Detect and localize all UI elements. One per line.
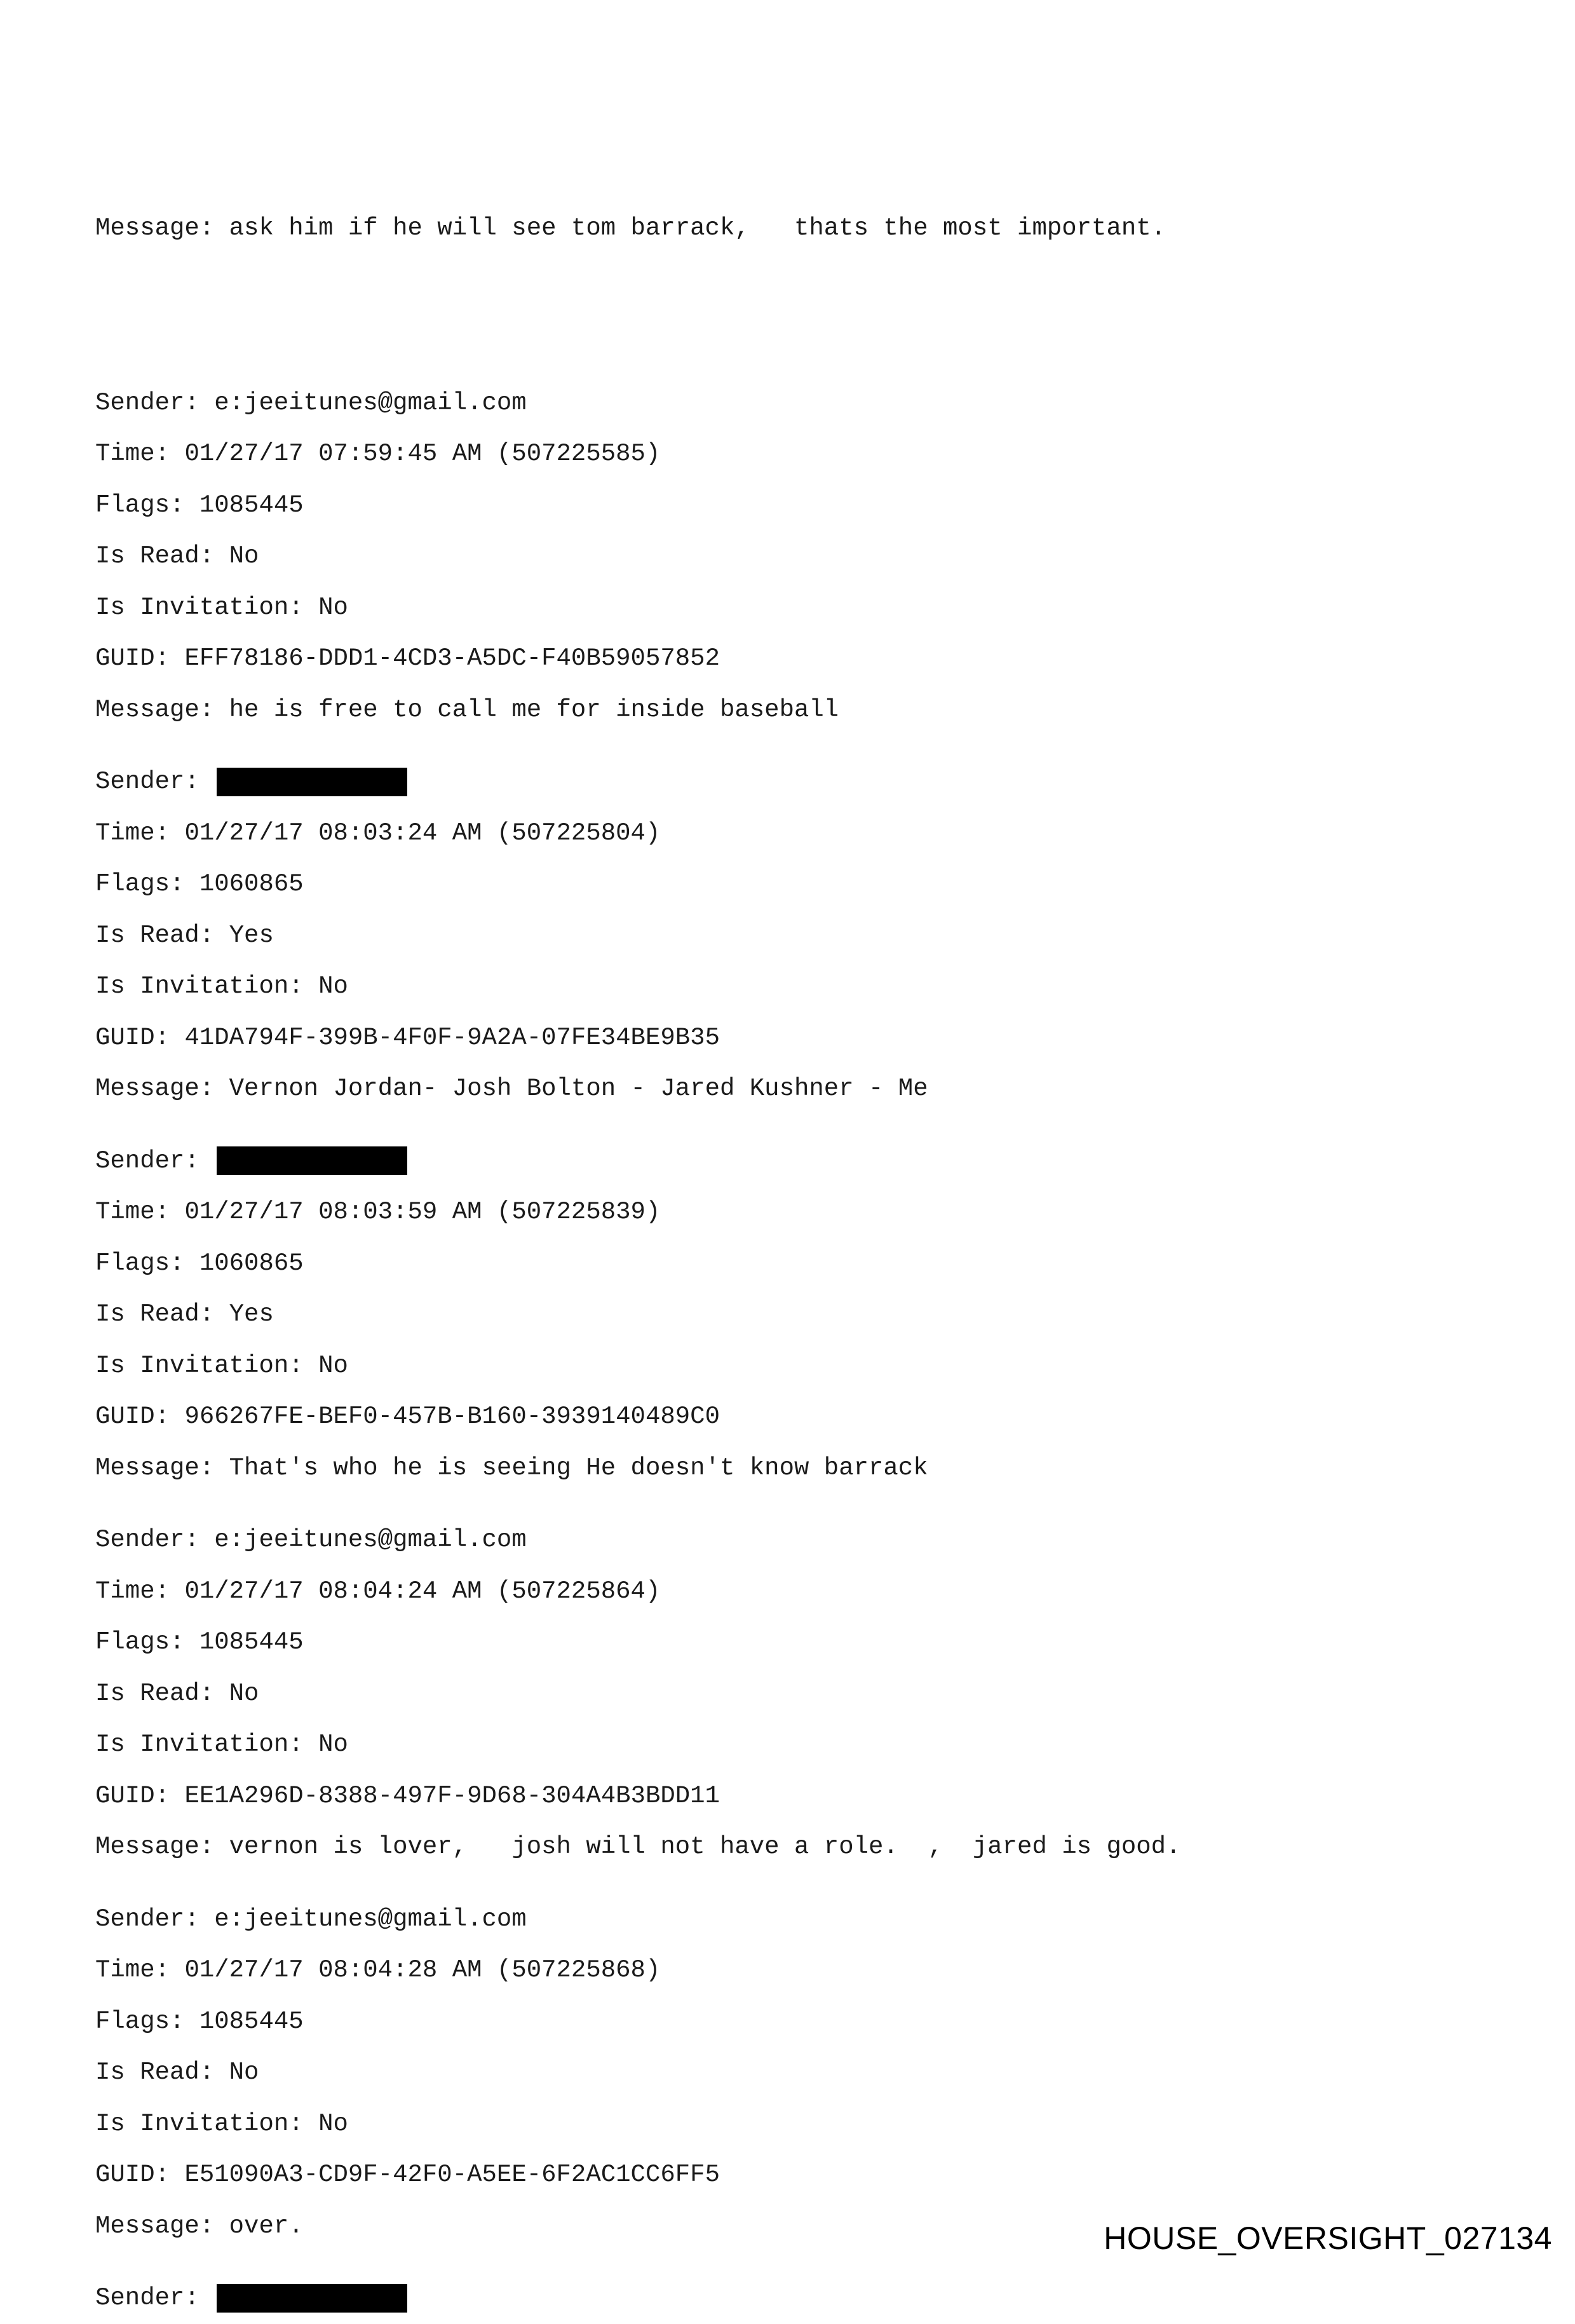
flags-line	[95, 1996, 1493, 2048]
guid-label: GUID:	[95, 1403, 185, 1430]
time-line	[95, 808, 1493, 859]
message-label: Message:	[95, 1075, 229, 1103]
message-label: Message:	[95, 695, 229, 724]
sender-value: e:jeeitunes@gmail.com	[214, 1905, 527, 1933]
is-invitation-label: Is Invitation:	[95, 2109, 319, 2138]
message-value: vernon is lover, josh will not have a role. , jared is good.	[229, 1833, 1181, 1861]
flags-line	[95, 1238, 1493, 1289]
message-label: Message:	[95, 1833, 229, 1861]
lead-message: Message: ask him if he will see tom barrack, thats the most important.	[95, 214, 1166, 242]
sender-line	[95, 756, 1493, 808]
time-value: 01/27/17 07:59:45 AM (507225585)	[184, 440, 661, 468]
is-invitation-line	[95, 582, 1493, 634]
sender-label: Sender:	[95, 1146, 215, 1175]
is-invitation-line	[95, 961, 1493, 1012]
is-read-line	[95, 910, 1493, 962]
guid-value: 41DA794F-399B-4F0F-9A2A-07FE34BE9B35	[184, 1023, 720, 1052]
bates-number: HOUSE_OVERSIGHT_027134	[1104, 2220, 1552, 2256]
message-line	[95, 1443, 1493, 1494]
flags-line	[95, 480, 1493, 531]
flags-value: 1085445	[199, 1628, 304, 1656]
message-line	[95, 1063, 1493, 1115]
message-value: That's who he is seeing He doesn't know barrack	[229, 1453, 928, 1482]
flags-label: Flags:	[95, 1249, 199, 1277]
message-value: over.	[229, 2212, 304, 2240]
guid-label: GUID:	[95, 2161, 185, 2189]
time-label: Time:	[95, 1577, 185, 1605]
guid-line	[95, 633, 1493, 684]
flags-label: Flags:	[95, 1628, 199, 1656]
sender-line	[95, 377, 1493, 429]
guid-label: GUID:	[95, 1781, 185, 1810]
is-invitation-label: Is Invitation:	[95, 1730, 319, 1758]
guid-value: 966267FE-BEF0-457B-B160-3939140489C0	[184, 1403, 720, 1430]
is-read-value: No	[229, 1679, 259, 1708]
flags-line	[95, 859, 1493, 910]
flags-value: 1060865	[199, 1249, 304, 1277]
guid-line	[95, 1012, 1493, 1064]
sender-line	[95, 1514, 1493, 1566]
guid-value: EFF78186-DDD1-4CD3-A5DC-F40B59057852	[184, 644, 720, 672]
is-read-line	[95, 531, 1493, 582]
record-separator	[95, 1493, 1493, 1514]
is-invitation-label: Is Invitation:	[95, 1351, 319, 1380]
time-value: 01/27/17 08:03:24 AM (507225804)	[184, 819, 661, 847]
record-separator	[95, 357, 1493, 377]
time-line	[95, 1566, 1493, 1617]
guid-label: GUID:	[95, 644, 185, 672]
is-read-value: No	[229, 542, 259, 570]
time-label: Time:	[95, 819, 185, 847]
message-line	[95, 1821, 1493, 1873]
message-label: Message:	[95, 1453, 229, 1482]
message-line	[95, 684, 1493, 736]
is-read-label: Is Read:	[95, 2058, 229, 2086]
redaction-bar	[217, 768, 407, 796]
time-value: 01/27/17 08:03:59 AM (507225839)	[184, 1198, 661, 1226]
is-read-value: Yes	[229, 921, 274, 949]
record-separator	[95, 1115, 1493, 1136]
time-line	[95, 428, 1493, 480]
guid-line	[95, 2149, 1493, 2201]
is-read-value: Yes	[229, 1300, 274, 1328]
guid-line	[95, 1391, 1493, 1443]
flags-label: Flags:	[95, 2007, 199, 2035]
is-invitation-value: No	[318, 593, 348, 622]
guid-line	[95, 1770, 1493, 1822]
guid-label: GUID:	[95, 1023, 185, 1052]
is-invitation-line	[95, 1340, 1493, 1392]
sender-line	[95, 2273, 1493, 2324]
message-value: Vernon Jordan- Josh Bolton - Jared Kushner - Me	[229, 1075, 928, 1103]
flags-value: 1060865	[199, 870, 304, 898]
sender-line	[95, 1894, 1493, 1945]
is-invitation-value: No	[318, 2109, 348, 2138]
is-invitation-value: No	[318, 972, 348, 1000]
is-read-label: Is Read:	[95, 921, 229, 949]
is-read-value: No	[229, 2058, 259, 2086]
is-read-line	[95, 1289, 1493, 1340]
is-read-label: Is Read:	[95, 1300, 229, 1328]
sender-label: Sender:	[95, 1526, 215, 1554]
time-line	[95, 1186, 1493, 1238]
is-invitation-value: No	[318, 1351, 348, 1380]
sender-label: Sender:	[95, 2284, 215, 2312]
sender-label: Sender:	[95, 388, 215, 417]
record-separator	[95, 735, 1493, 756]
flags-label: Flags:	[95, 870, 199, 898]
is-read-label: Is Read:	[95, 1679, 229, 1708]
time-line	[95, 1945, 1493, 1996]
redaction-bar	[217, 2284, 407, 2313]
redaction-bar	[217, 1146, 407, 1175]
sender-value: e:jeeitunes@gmail.com	[214, 1526, 527, 1554]
time-value: 01/27/17 08:04:28 AM (507225868)	[184, 1956, 661, 1984]
sender-label: Sender:	[95, 1905, 215, 1933]
flags-value: 1085445	[199, 491, 304, 519]
is-invitation-value: No	[318, 1730, 348, 1758]
sender-value: e:jeeitunes@gmail.com	[214, 388, 527, 417]
time-value: 01/27/17 08:04:24 AM (507225864)	[184, 1577, 661, 1605]
guid-value: EE1A296D-8388-497F-9D68-304A4B3BDD11	[184, 1781, 720, 1810]
sender-label: Sender:	[95, 768, 215, 796]
message-value: he is free to call me for inside baseball	[229, 695, 839, 724]
time-label: Time:	[95, 1198, 185, 1226]
time-label: Time:	[95, 440, 185, 468]
sender-line	[95, 1136, 1493, 1187]
is-invitation-label: Is Invitation:	[95, 593, 319, 622]
is-invitation-line	[95, 2098, 1493, 2150]
flags-label: Flags:	[95, 491, 199, 519]
is-invitation-line	[95, 1719, 1493, 1770]
flags-line	[95, 1617, 1493, 1668]
flags-value: 1085445	[199, 2007, 304, 2035]
record-separator	[95, 1873, 1493, 1894]
is-read-line	[95, 1668, 1493, 1720]
guid-value: E51090A3-CD9F-42F0-A5EE-6F2AC1CC6FF5	[184, 2161, 720, 2189]
is-invitation-label: Is Invitation:	[95, 972, 319, 1000]
time-label: Time:	[95, 1956, 185, 1984]
is-read-label: Is Read:	[95, 542, 229, 570]
message-label: Message:	[95, 2212, 229, 2240]
is-read-line	[95, 2047, 1493, 2098]
message-log	[95, 100, 1493, 2324]
